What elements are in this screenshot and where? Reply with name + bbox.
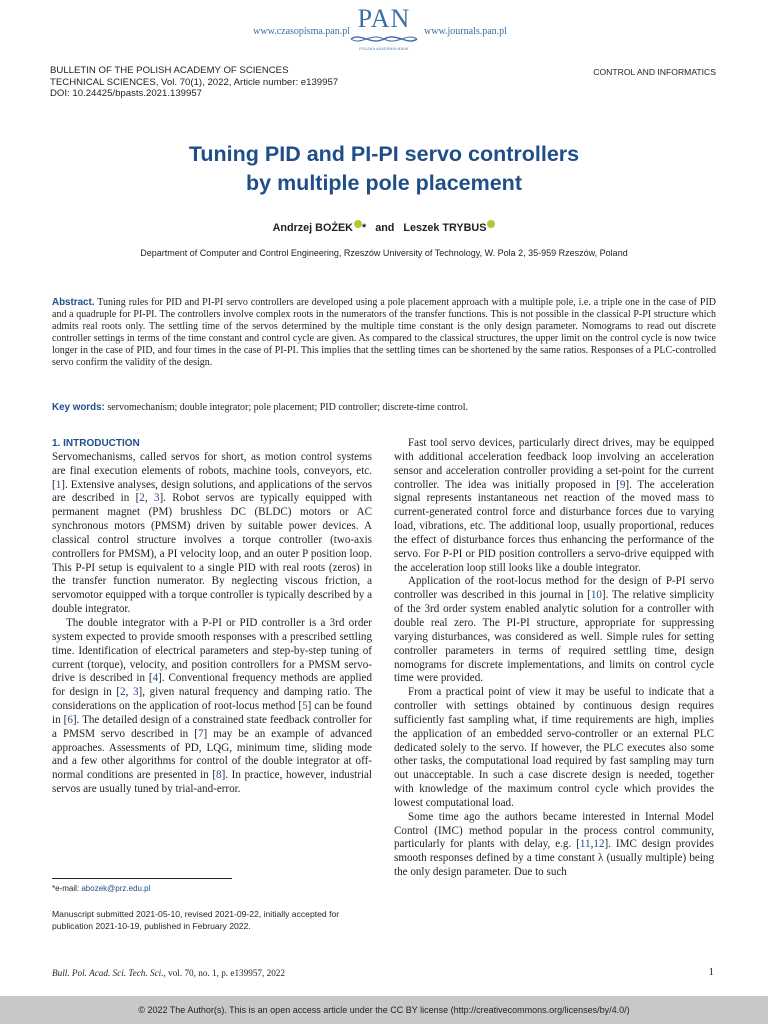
body-paragraph xyxy=(394,437,714,575)
citation-link[interactable]: 7 xyxy=(197,727,204,740)
citation-link[interactable]: 11 xyxy=(579,838,591,851)
citation-link[interactable]: 12 xyxy=(593,838,605,851)
authors xyxy=(0,220,768,234)
title-line1: Tuning PID and PI-PI servo controllers xyxy=(188,142,580,166)
email-link[interactable]: abozek@prz.edu.pl xyxy=(81,884,151,893)
paragraph-text: ]. The acceleration signal represents instantaneous net reaction of the moved mass to current-generated control force and disturbance forces due to varying load, vibrations, etc. The additional loop, usually proportional, reduces the effect of disturbance forces thus enhancing the performance of the servo. For P-PI or PID position controllers a servo-drive equipped with the acceleration loop still looks like a double integrator. xyxy=(394,478,715,574)
body-paragraph xyxy=(52,451,372,617)
paragraph-text: ] may be an example of advanced approaches. Assessments of PD, LQG, minimum time, sliding mode and a few other algorithms for control of the double integrator at off-normal conditions are presented in [ xyxy=(52,727,373,782)
citation-rest: , vol. 70, no. 1, p. e139957, 2022 xyxy=(163,968,285,978)
paragraph-text: ]. In practice, however, industrial servos are usually tuned by trial-and-error. xyxy=(52,769,372,796)
abstract-text: Tuning rules for PID and PI-PI servo controllers are developed using a pole placement approach with a multiple pole, i.e. a triple one in the case of PID and a quadruple for PI-PI. The controllers involve complex roots in the numerators of the transfer functions. This is not possible in the classical P-PI structure which admits real roots only. The settling time of the servos determined by the multiple time constant is the only design parameter. Nomograms to read out discrete controller settings in terms of the time constant and control cycle are given. As compared to the classical structures, the upper limit on the control cycle is now twice longer in the case of PID, and four times in the case of PI-PI. This implies that the settling times can be shortened by the same ratios. Responses of a PLC-controlled servo confirm the validity of the design. xyxy=(52,297,716,369)
left-column xyxy=(52,437,372,797)
bulletin-info xyxy=(50,65,338,100)
paragraph-text: ] can be found in [ xyxy=(52,700,373,726)
citation-link[interactable]: 5 xyxy=(302,700,308,713)
affiliation: Department of Computer and Control Engineering, Rzeszów University of Technology, W. Pola 2, 35-959 Rzeszów, Poland xyxy=(140,248,628,258)
paragraph-text: , xyxy=(590,838,594,851)
license-bar[interactable]: © 2022 The Author(s). This is an open access article under the CC BY license (http://creativecommons.org/licenses/by/4.0/) xyxy=(0,996,768,1024)
pan-logo-text: PAN xyxy=(357,4,411,33)
paragraph-text: Some time ago the authors became interested in Internal Model Control (IMC) method popular in the process control community, particularly for plants with delay, e.g. [ xyxy=(394,810,714,851)
czasopisma-link[interactable]: www.czasopisma.pan.pl xyxy=(253,26,350,37)
paragraph-text: , xyxy=(144,492,154,505)
footnote xyxy=(52,884,150,893)
paragraph-text: , xyxy=(125,686,133,699)
section-heading: 1. INTRODUCTION xyxy=(52,438,140,449)
author2-name: Leszek TRYBUS xyxy=(403,222,487,234)
citation-link[interactable]: 6 xyxy=(67,713,73,726)
right-column xyxy=(394,437,714,880)
paragraph-text: Application of the root-locus method for the design of P-PI servo controller was described in this journal in [ xyxy=(394,575,714,602)
citation-link[interactable]: 3 xyxy=(153,492,160,505)
body-paragraph xyxy=(394,811,714,880)
citation-link[interactable]: 1 xyxy=(55,478,62,491)
paper-title xyxy=(0,140,768,198)
section-tag: CONTROL AND INFORMATICS xyxy=(593,67,716,77)
orcid-icon[interactable] xyxy=(354,220,362,228)
manuscript-note: Manuscript submitted 2021-05-10, revised 2021-09-22, initially accepted for publication 2021-10-19, published in February 2022. xyxy=(52,909,340,931)
paragraph-text: From a practical point of view it may be useful to indicate that a controller with settings obtained by continuous design requires sufficiently fast sampling what, if time requirements are high, implies the application of an embedded servo-controller or an external PLC dedicated solely to the servo. If however, the PLC executes also some other tasks, the computational load required by fast sampling may turn out unacceptable. In such a case discrete design is needed, together with knowledge of the maximum control cycle which provides the lowest computational load. xyxy=(394,686,714,809)
citation-link[interactable]: 3 xyxy=(132,686,139,699)
citation-link[interactable]: 8 xyxy=(216,769,222,782)
paragraph-text: ]. Extensive analyses, design solutions, and applications of the servos are described in [ xyxy=(52,478,372,505)
author1-name: Andrzej BOŻEK xyxy=(272,222,353,234)
paragraph-text: Fast tool servo devices, particularly direct drives, may be equipped with additional acceleration feedback loop involving an acceleration sensor and acceleration controller providing a set-point for the current controller. The idea was initially proposed in [ xyxy=(394,437,714,491)
keywords-label: Key words: xyxy=(52,402,105,413)
page-citation xyxy=(52,968,285,978)
corresponding-mark: * xyxy=(361,222,367,234)
abstract xyxy=(52,297,716,370)
citation-link[interactable]: 4 xyxy=(152,672,159,685)
journal-header xyxy=(0,0,768,60)
abstract-label: Abstract. xyxy=(52,297,95,308)
orcid-icon[interactable] xyxy=(487,220,495,228)
paragraph-text: The double integrator with a P-PI or PID controller is a 3rd order system expected to provide smooth responses with a prescribed settling time. Identification of electrical parameters and step-by-step tuning of current (torque), velocity, and position controllers for a PMSM servo-drive is described in [ xyxy=(52,616,372,685)
journals-link[interactable]: www.journals.pan.pl xyxy=(424,26,507,37)
paragraph-text: ], given natural frequency and damping ratio. The considerations on the application of root-locus method [ xyxy=(52,686,373,713)
pan-logo-subtext: POLSKA AKADEMIA NAUK xyxy=(359,47,409,51)
bulletin-line1: BULLETIN OF THE POLISH ACADEMY OF SCIENCES xyxy=(50,65,289,76)
author-join: and xyxy=(375,222,395,234)
keywords xyxy=(52,402,716,414)
keywords-text: servomechanism; double integrator; pole placement; PID controller; discrete-time control. xyxy=(107,402,469,413)
pan-logo-swoosh-icon xyxy=(349,32,419,46)
pan-logo xyxy=(346,6,422,56)
paragraph-text: ]. The relative simplicity of the 3rd order system enabled analytic solution for a controller with double real zero. The PI-PI structure, appropriate for suppressing varying disturbances, was considered as well. Simple rules for setting controller parameters in terms of required settling time, design nomograms for discrete implementations, and limits on control cycle time were provided. xyxy=(394,589,714,685)
body-paragraph xyxy=(52,617,372,797)
citation-journal: Bull. Pol. Acad. Sci. Tech. Sci. xyxy=(52,968,164,978)
body-paragraph xyxy=(394,686,714,811)
citation-link[interactable]: 9 xyxy=(619,478,626,491)
paragraph-text: Servomechanisms, called servos for short, as motion control systems are final execution elements of robots, machine tools, conveyors, etc. [ xyxy=(52,450,372,491)
left-paragraphs xyxy=(52,451,372,797)
doi-line: DOI: 10.24425/bpasts.2021.139957 xyxy=(50,88,203,100)
paragraph-text: ]. IMC design provides smooth responses defined by a time constant λ (usually multiple) being the only design parameter. Due to such xyxy=(394,838,714,879)
body-paragraph xyxy=(394,575,714,686)
citation-link[interactable]: 2 xyxy=(139,492,145,505)
citation-link[interactable]: 2 xyxy=(120,686,126,699)
paragraph-text: ]. The detailed design of a constrained state feedback controller for a PMSM servo described in [ xyxy=(52,713,372,740)
page-number: 1 xyxy=(708,966,714,978)
paragraph-text: ]. Robot servos are typically equipped with permanent magnet (PM) brushless DC (BLDC) motors or AC synchronous motors (PMSM) driven by suitable power devices. A classical control structure involves a torque controller (two-axis controllers for PMSM), a PI velocity loop, and an outer P position loop. This P-PI setup is equivalent to a single PID with real roots (zeros) in the transfer function numerator. By neglecting viscous friction, a servomotor equipped with a torque controller is typically described by a double integrator. xyxy=(52,492,373,616)
paragraph-text: ]. Conventional frequency methods are applied for design in [ xyxy=(52,672,373,699)
footnote-rule xyxy=(52,878,232,879)
right-paragraphs xyxy=(394,437,714,880)
citation-link[interactable]: 10 xyxy=(590,589,602,602)
bulletin-line2: TECHNICAL SCIENCES, Vol. 70(1), 2022, Article number: e139957 xyxy=(50,76,339,88)
title-line2: by multiple pole placement xyxy=(246,171,522,195)
footnote-prefix: *e-mail: xyxy=(52,884,80,893)
